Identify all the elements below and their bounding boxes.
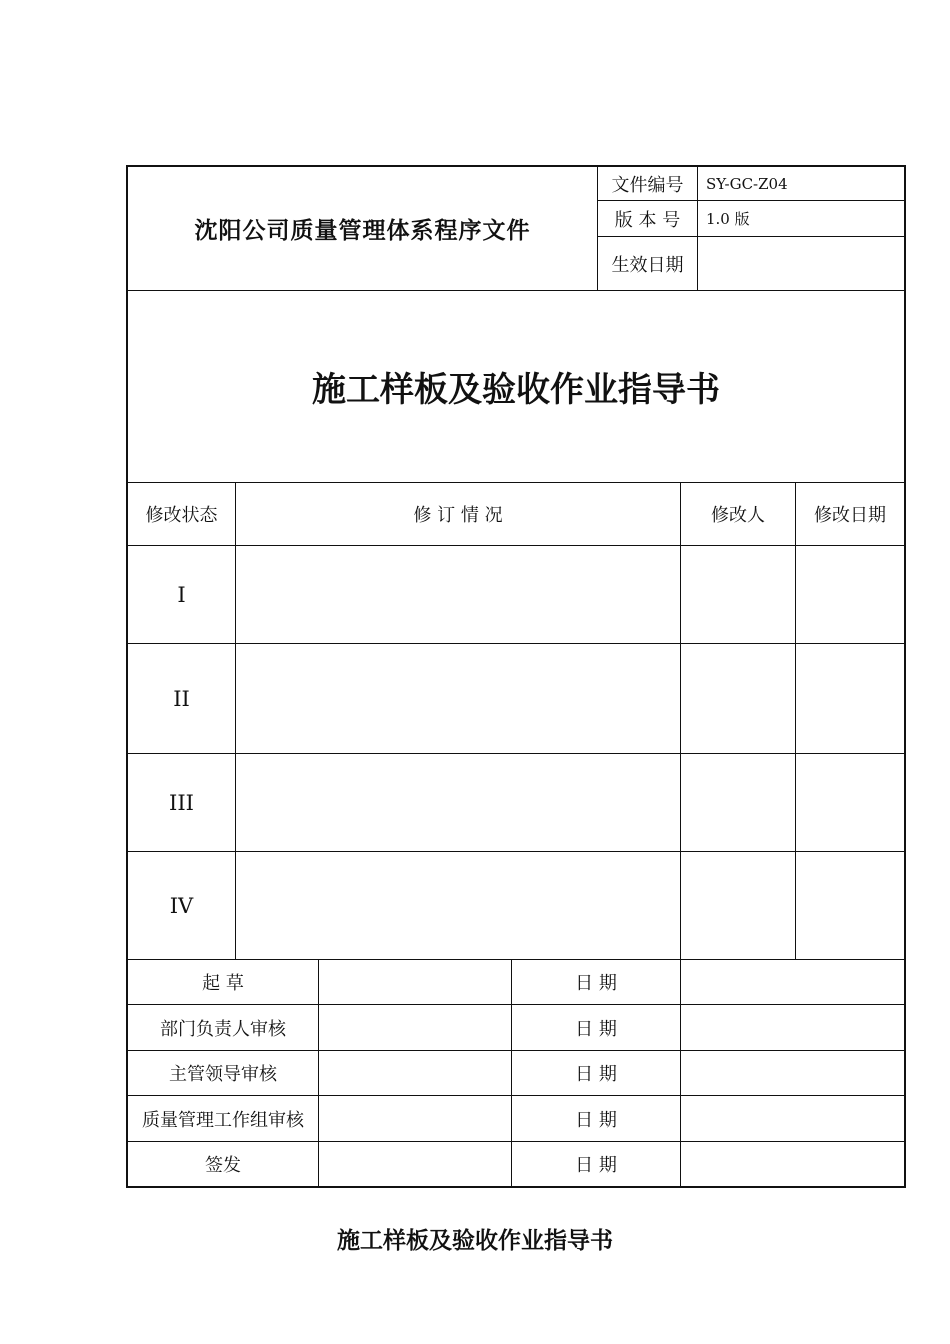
document-control-form (126, 165, 906, 1188)
revision-status-cell: IV (169, 893, 194, 918)
file-number-label: 文件编号 (611, 174, 684, 196)
revision-date-cell (796, 546, 904, 643)
file-number-value: SY-GC-Z04 (706, 174, 788, 193)
revision-editor-cell (681, 644, 795, 753)
revision-details-cell (236, 754, 680, 851)
approval-date-value (681, 1051, 904, 1095)
revision-details-cell (236, 852, 680, 959)
approval-date-value (681, 1005, 904, 1050)
revision-editor-cell (681, 754, 795, 851)
approval-signature (319, 1096, 511, 1141)
revision-status-cell: III (169, 790, 194, 815)
revision-details-cell (236, 546, 680, 643)
approval-signature (319, 1051, 511, 1095)
approval-signature (319, 960, 511, 1004)
document-title: 施工样板及验收作业指导书 (312, 370, 720, 410)
approval-date-label: 日 期 (575, 1109, 617, 1131)
revision-header-date: 修改日期 (814, 505, 886, 526)
approval-role: 签发 (205, 1155, 241, 1176)
revision-status-cell: I (177, 582, 186, 607)
effective-date-value (698, 237, 904, 290)
approval-date-label: 日 期 (575, 1155, 617, 1176)
approval-date-value (681, 960, 904, 1004)
approval-date-value (681, 1142, 904, 1186)
version-label: 版 本 号 (614, 209, 681, 231)
approval-date-label: 日 期 (575, 1064, 617, 1085)
approval-role: 起 草 (202, 973, 244, 994)
approval-date-value (681, 1096, 904, 1141)
revision-header-status: 修改状态 (145, 505, 218, 526)
revision-header-editor: 修改人 (711, 505, 765, 526)
approval-date-label: 日 期 (575, 973, 617, 994)
revision-header-details: 修 订 情 况 (413, 505, 503, 526)
revision-date-cell (796, 754, 904, 851)
approval-signature (319, 1005, 511, 1050)
revision-date-cell (796, 644, 904, 753)
footer-title: 施工样板及验收作业指导书 (337, 1228, 613, 1254)
revision-editor-cell (681, 852, 795, 959)
revision-status-cell: II (173, 686, 190, 711)
company-title: 沈阳公司质量管理体系程序文件 (194, 218, 531, 244)
approval-role: 质量管理工作组审核 (142, 1109, 304, 1131)
revision-date-cell (796, 852, 904, 959)
approval-role: 主管领导审核 (169, 1064, 277, 1085)
effective-date-label: 生效日期 (611, 254, 684, 276)
approval-signature (319, 1142, 511, 1186)
approval-role: 部门负责人审核 (160, 1018, 286, 1040)
revision-editor-cell (681, 546, 795, 643)
version-value: 1.0 版 (706, 210, 750, 228)
revision-details-cell (236, 644, 680, 753)
approval-date-label: 日 期 (575, 1018, 617, 1040)
